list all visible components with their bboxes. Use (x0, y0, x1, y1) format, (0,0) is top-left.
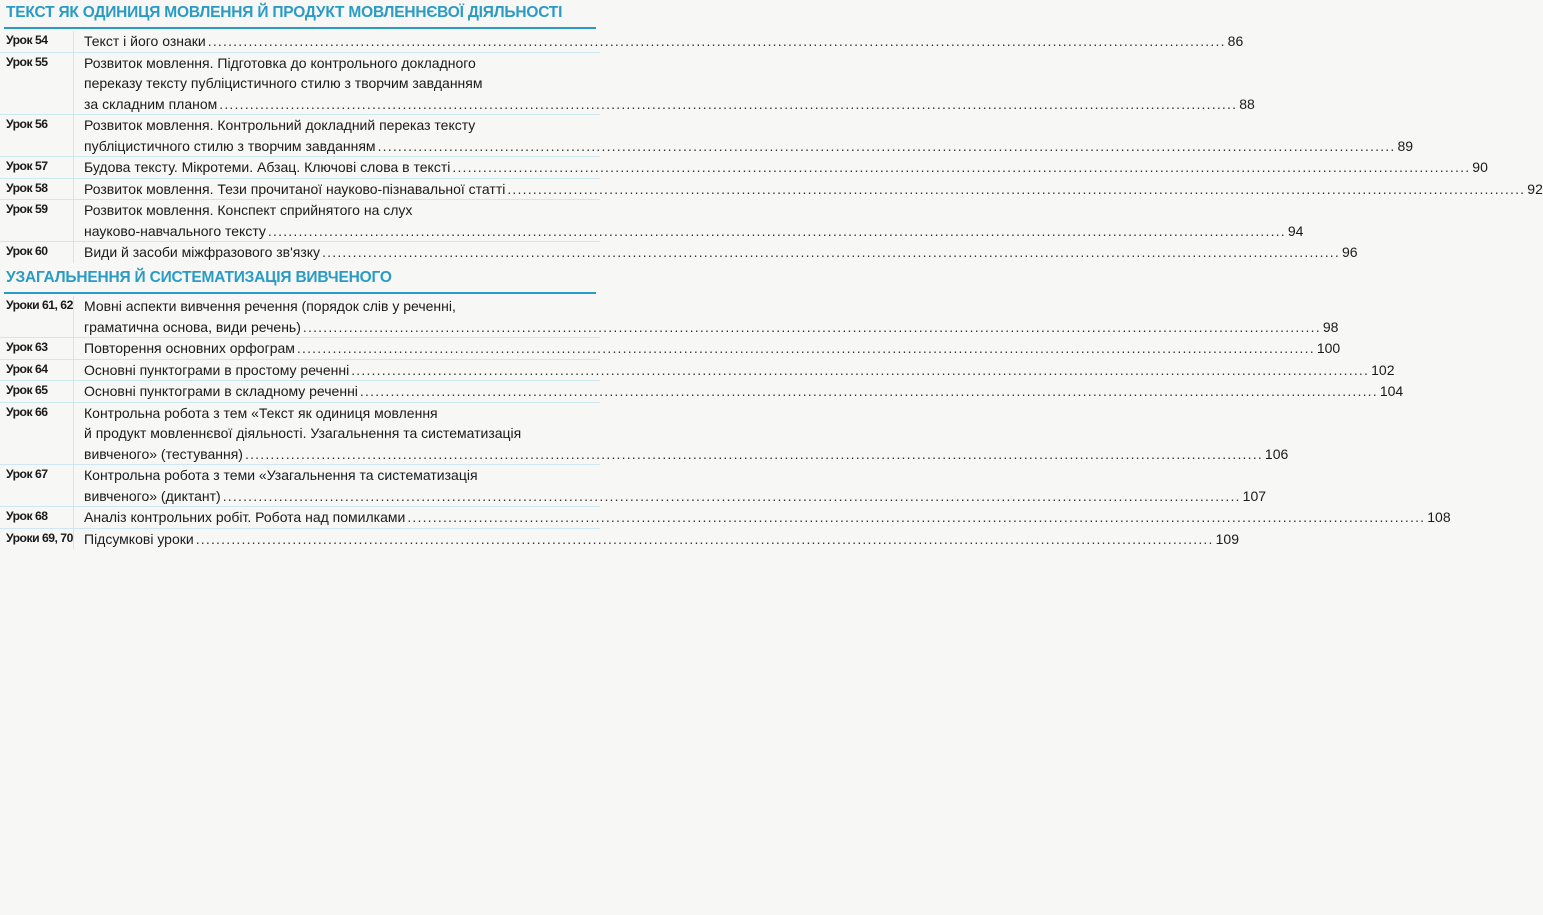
lesson-number: Урок 66 (6, 404, 48, 419)
dot-leader: ........................................................................................................................................................................................................ (377, 137, 1396, 154)
entry-last-line (84, 486, 1266, 507)
entry-content (73, 242, 1358, 263)
entry-title-line: Повторення основних орфограм (84, 340, 295, 356)
entry-last-line (84, 338, 1340, 359)
lesson-number: Урок 68 (6, 509, 48, 523)
lesson-number: Урок 64 (6, 361, 48, 376)
dot-leader: ........................................................................................................................................................................................................ (207, 33, 1226, 49)
entry-title-line: Розвиток мовлення. Конспект сприйнятого на слух (84, 202, 413, 218)
page-number: 107 (1242, 487, 1267, 504)
entry-last-line (84, 242, 1358, 263)
entry-title-line: Контрольна робота з тем «Текст як одиниця мовлення (84, 404, 438, 421)
dot-leader: ........................................................................................................................................................................................................ (222, 487, 1241, 504)
entry-title-line: Текст і його ознаки (84, 33, 206, 49)
entry-title-line: Види й засоби міжфразового зв'язку (84, 244, 321, 260)
dot-leader: ........................................................................................................................................................................................................ (322, 244, 1340, 260)
lesson-number: Уроки 61, 62 (6, 298, 73, 312)
entry-title-line: публіцистичного стилю з творчим завданням (84, 137, 376, 154)
entry-title-line: Аналіз контрольних робіт. Робота над помилками (84, 509, 406, 525)
lesson-number: Урок 58 (6, 180, 48, 195)
page-number: 96 (1342, 244, 1358, 260)
section-title: УЗАГАЛЬНЕННЯ Й СИСТЕМАТИЗАЦІЯ ВИВЧЕНОГО (6, 269, 392, 286)
page-number: 102 (1371, 361, 1395, 378)
entry-last-line (84, 444, 1288, 465)
toc-list (0, 296, 1451, 549)
entry-content (73, 381, 1403, 402)
entry-content (73, 360, 1394, 381)
toc-entry (0, 156, 1488, 178)
lesson-number: Урок 56 (6, 117, 48, 131)
entry-title-line: Розвиток мовлення. Контрольний докладний переказ тексту (84, 117, 476, 133)
toc-entry (0, 296, 1339, 337)
entry-title-line: науково-навчального тексту (84, 222, 266, 239)
entry-last-line (84, 31, 1243, 52)
entry-last-line (84, 179, 1543, 200)
entry-title-line: Підсумкові уроки (84, 530, 194, 547)
toc-entry (0, 359, 1395, 381)
entry-last-line (84, 507, 1451, 528)
entry-title-line: граматична основа, види речень) (84, 318, 301, 335)
page-number: 92 (1527, 180, 1543, 197)
entry-content (73, 507, 1451, 528)
entry-content (73, 403, 1288, 465)
dot-leader: ........................................................................................................................................................................................................ (296, 340, 1315, 356)
lesson-number: Уроки 69, 70 (6, 530, 73, 545)
entry-last-line (84, 94, 1255, 115)
entry-title-line: переказу тексту публіцистичного стилю з творчим завданням (84, 75, 483, 91)
page-number: 109 (1215, 530, 1239, 547)
entry-title-line: Мовні аспекти вивчення речення (порядок слів у реченні, (84, 298, 456, 314)
lesson-number: Урок 57 (6, 159, 48, 173)
page-number: 89 (1397, 137, 1414, 154)
lesson-number: Урок 67 (6, 467, 48, 481)
toc-entry (0, 178, 1543, 200)
entry-content (73, 179, 1543, 200)
dot-leader: ........................................................................................................................................................................................................ (507, 180, 1526, 197)
toc-entry (0, 199, 1304, 241)
entry-last-line (84, 381, 1403, 402)
page-number: 94 (1287, 222, 1304, 239)
entry-title-line: й продукт мовленнєвої діяльності. Узагальнення та систематизація (84, 425, 522, 441)
entry-title-line: Основні пунктограми в простому реченні (84, 361, 350, 378)
entry-content (73, 115, 1413, 156)
toc-entry (0, 402, 1289, 465)
entry-last-line (84, 360, 1394, 381)
lesson-number: Урок 63 (6, 340, 48, 354)
section-title: ТЕКСТ ЯК ОДИНИЦЯ МОВЛЕННЯ Й ПРОДУКТ МОВЛЕННЄВОЇ ДІЯЛЬНОСТІ (6, 4, 563, 21)
lesson-number: Урок 65 (6, 383, 48, 397)
entry-content (73, 200, 1303, 241)
dot-leader: ........................................................................................................................................................................................................ (407, 509, 1426, 525)
page-number: 108 (1427, 509, 1451, 525)
page-number: 88 (1239, 95, 1255, 112)
toc-entry (0, 241, 1358, 263)
entry-title-line: Розвиток мовлення. Підготовка до контрольного докладного (84, 54, 476, 71)
page-number: 90 (1472, 159, 1488, 175)
entry-last-line (84, 221, 1303, 242)
toc-entry (0, 52, 1255, 115)
toc-entry (0, 380, 1404, 402)
entry-content (73, 296, 1338, 337)
page-number: 86 (1227, 33, 1244, 49)
entry-content (73, 338, 1340, 359)
entry-last-line (84, 317, 1338, 338)
section-divider (4, 292, 596, 294)
lesson-number: Урок 55 (6, 54, 48, 69)
entry-content (73, 529, 1239, 550)
entry-title-line: Розвиток мовлення. Тези прочитаної науково-пізнавальної статті (84, 180, 506, 197)
lesson-number: Урок 54 (6, 33, 48, 47)
entry-last-line (84, 136, 1413, 157)
toc-entry (0, 31, 1244, 52)
dot-leader: ........................................................................................................................................................................................................ (452, 159, 1471, 175)
entry-last-line (84, 529, 1239, 550)
section-divider (4, 27, 596, 29)
entry-title-line: Основні пунктограми в складному реченні (84, 383, 358, 399)
dot-leader: ........................................................................................................................................................................................................ (195, 530, 1214, 547)
toc-list (0, 31, 1543, 263)
toc-entry (0, 528, 1239, 550)
dot-leader: ........................................................................................................................................................................................................ (359, 383, 1378, 399)
page-number: 98 (1322, 318, 1339, 335)
entry-content (73, 465, 1266, 506)
page-number: 104 (1379, 383, 1404, 399)
entry-title-line: Будова тексту. Мікротеми. Абзац. Ключові слова в тексті (84, 159, 451, 175)
dot-leader: ........................................................................................................................................................................................................ (244, 445, 1263, 462)
dot-leader: ........................................................................................................................................................................................................ (267, 222, 1286, 239)
lesson-number: Урок 60 (6, 244, 48, 258)
entry-title-line: Контрольна робота з теми «Узагальнення та систематизація (84, 467, 478, 483)
entry-content (73, 31, 1243, 52)
entry-title-line: вивченого» (тестування) (84, 445, 243, 462)
entry-title-line: вивченого» (диктант) (84, 487, 221, 504)
entry-title-line: за складним планом (84, 95, 218, 112)
entry-content (73, 157, 1488, 178)
toc-entry (0, 114, 1414, 156)
toc-entry (0, 464, 1267, 506)
page-number: 106 (1264, 445, 1289, 462)
dot-leader: ........................................................................................................................................................................................................ (302, 318, 1321, 335)
entry-content (73, 53, 1255, 115)
toc-entry (0, 506, 1451, 528)
dot-leader: ........................................................................................................................................................................................................ (351, 361, 1370, 378)
dot-leader: ........................................................................................................................................................................................................ (219, 95, 1238, 112)
entry-last-line (84, 157, 1488, 178)
toc-entry (0, 337, 1341, 359)
page-number: 100 (1316, 340, 1341, 356)
lesson-number: Урок 59 (6, 202, 48, 216)
